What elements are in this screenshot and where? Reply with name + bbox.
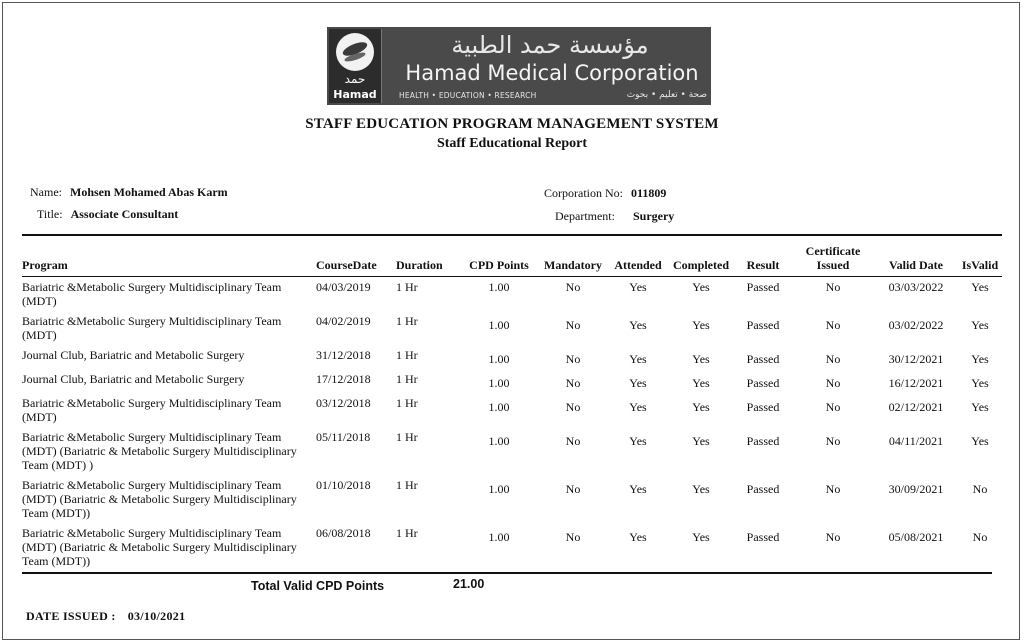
cell-completed: Yes <box>692 352 710 366</box>
corporation-no-field <box>544 186 666 201</box>
education-table <box>22 244 1002 574</box>
cell-result: Passed <box>746 400 780 414</box>
cell-is-valid: Yes <box>971 400 989 414</box>
col-program: Program <box>22 258 68 272</box>
col-valid-date: Valid Date <box>889 258 943 272</box>
date-issued-value: 03/10/2021 <box>127 609 186 623</box>
cell-completed: Yes <box>692 434 710 448</box>
col-mandatory: Mandatory <box>544 258 602 272</box>
cell-attended: Yes <box>629 434 647 448</box>
cell-valid-date: 30/12/2021 <box>888 352 944 366</box>
cell-program: Bariatric &Metabolic Surgery Multidisciplinary Team (MDT) <box>22 396 282 424</box>
header-divider <box>22 234 1002 236</box>
cell-result: Passed <box>746 318 780 332</box>
cell-is-valid: Yes <box>971 352 989 366</box>
cell-result: Passed <box>746 280 780 294</box>
cell-valid-date: 16/12/2021 <box>888 376 944 390</box>
cell-result: Passed <box>746 482 780 496</box>
col-course-date: CourseDate <box>316 258 377 272</box>
cell-certificate-issued: No <box>825 352 841 366</box>
date-issued-label: DATE ISSUED : <box>26 609 116 623</box>
cell-completed: Yes <box>692 318 710 332</box>
cell-cpd-points: 1.00 <box>488 434 510 448</box>
cell-duration: 1 Hr <box>396 478 418 492</box>
cell-cpd-points: 1.00 <box>488 318 510 332</box>
col-duration: Duration <box>396 258 443 272</box>
logo-arabic-name: مؤسسة حمد الطبية <box>451 31 649 59</box>
cell-attended: Yes <box>629 530 647 544</box>
logo-english-name: Hamad Medical Corporation <box>405 61 699 85</box>
title-label: Title: <box>37 207 63 221</box>
cell-course-date: 31/12/2018 <box>316 348 371 362</box>
cell-program: Journal Club, Bariatric and Metabolic Surgery <box>22 372 245 386</box>
cell-mandatory: No <box>565 400 581 414</box>
cell-attended: Yes <box>629 482 647 496</box>
cell-mandatory: No <box>565 376 581 390</box>
cell-valid-date: 03/02/2022 <box>888 318 944 332</box>
cell-mandatory: No <box>565 352 581 366</box>
col-completed: Completed <box>673 258 729 272</box>
cell-valid-date: 02/12/2021 <box>888 400 944 414</box>
cell-certificate-issued: No <box>825 482 841 496</box>
table-row <box>22 314 1002 348</box>
cell-mandatory: No <box>565 280 581 294</box>
cell-duration: 1 Hr <box>396 280 418 294</box>
cell-program: Bariatric &Metabolic Surgery Multidisciplinary Team (MDT) <box>22 314 282 342</box>
cell-mandatory: No <box>565 318 581 332</box>
cell-is-valid: Yes <box>971 434 989 448</box>
cell-program: Journal Club, Bariatric and Metabolic Surgery <box>22 348 245 362</box>
logo-short-name: Hamad <box>333 88 377 101</box>
cell-program: Bariatric &Metabolic Surgery Multidisciplinary Team (MDT) (Bariatric & Metabolic Surgery Multidisciplinary Team (MDT) ) <box>22 430 297 472</box>
cell-completed: Yes <box>692 530 710 544</box>
corporation-label: Corporation No: <box>544 186 623 200</box>
cell-is-valid: No <box>972 482 988 496</box>
cell-cpd-points: 1.00 <box>488 482 510 496</box>
cell-cpd-points: 1.00 <box>488 352 510 366</box>
cell-mandatory: No <box>565 530 581 544</box>
table-row <box>22 526 1002 574</box>
table-bottom-divider <box>22 572 992 574</box>
table-row <box>22 277 1002 315</box>
name-label: Name: <box>30 185 62 199</box>
cell-attended: Yes <box>629 318 647 332</box>
employee-name: Mohsen Mohamed Abas Karm <box>70 185 228 199</box>
cell-valid-date: 05/08/2021 <box>888 530 944 544</box>
cell-cpd-points: 1.00 <box>488 530 510 544</box>
cell-duration: 1 Hr <box>396 348 418 362</box>
department-field <box>555 209 674 224</box>
cell-duration: 1 Hr <box>396 526 418 540</box>
department: Surgery <box>632 209 675 223</box>
cell-certificate-issued: No <box>825 400 841 414</box>
table-row <box>22 372 1002 396</box>
cell-result: Passed <box>746 434 780 448</box>
logo-tagline: HEALTH • EDUCATION • RESEARCH <box>399 91 537 100</box>
cell-completed: Yes <box>692 482 710 496</box>
cell-result: Passed <box>746 352 780 366</box>
cell-valid-date: 30/09/2021 <box>888 482 944 496</box>
cell-completed: Yes <box>692 280 710 294</box>
cell-certificate-issued: No <box>825 318 841 332</box>
cell-course-date: 01/10/2018 <box>316 478 371 492</box>
cell-course-date: 04/02/2019 <box>316 314 371 328</box>
table-row <box>22 396 1002 430</box>
cell-is-valid: Yes <box>971 280 989 294</box>
cell-program: Bariatric &Metabolic Surgery Multidisciplinary Team (MDT) <box>22 280 282 308</box>
table-header-row <box>22 244 1002 277</box>
table-row <box>22 430 1002 478</box>
cell-duration: 1 Hr <box>396 372 418 386</box>
total-cpd-value: 21.00 <box>453 577 485 591</box>
cell-course-date: 17/12/2018 <box>316 372 371 386</box>
cell-valid-date: 04/11/2021 <box>888 434 944 448</box>
cell-cpd-points: 1.00 <box>488 376 510 390</box>
cell-completed: Yes <box>692 400 710 414</box>
cell-attended: Yes <box>629 280 647 294</box>
logo-tagline-arabic: صحة • تعليم • بحوث <box>626 90 707 100</box>
cell-program: Bariatric &Metabolic Surgery Multidisciplinary Team (MDT) (Bariatric & Metabolic Surgery Multidisciplinary Team (MDT)) <box>22 478 297 520</box>
logo-arabic-short: حمد <box>344 72 366 86</box>
emblem-circle <box>336 33 374 71</box>
cell-result: Passed <box>746 530 780 544</box>
report-subtitle: Staff Educational Report <box>436 136 588 151</box>
cell-attended: Yes <box>629 352 647 366</box>
cell-course-date: 04/03/2019 <box>316 280 371 294</box>
department-label: Department: <box>555 209 615 223</box>
col-result: Result <box>746 258 780 272</box>
table-row <box>22 478 1002 526</box>
cell-is-valid: Yes <box>971 376 989 390</box>
cell-duration: 1 Hr <box>396 396 418 410</box>
employee-title: Associate Consultant <box>70 207 179 221</box>
cell-duration: 1 Hr <box>396 314 418 328</box>
cell-completed: Yes <box>692 376 710 390</box>
table-row <box>22 348 1002 372</box>
col-is-valid: IsValid <box>961 258 999 272</box>
cell-mandatory: No <box>565 434 581 448</box>
col-cpd-points: CPD Points <box>469 258 529 272</box>
cell-valid-date: 03/03/2022 <box>888 280 944 294</box>
cell-certificate-issued: No <box>825 280 841 294</box>
cell-cpd-points: 1.00 <box>488 280 510 294</box>
report-system-title: STAFF EDUCATION PROGRAM MANAGEMENT SYSTEM <box>305 116 719 132</box>
cell-program: Bariatric &Metabolic Surgery Multidisciplinary Team (MDT) (Bariatric & Metabolic Surgery Multidisciplinary Team (MDT)) <box>22 526 297 568</box>
hmc-logo <box>327 27 711 105</box>
cell-course-date: 06/08/2018 <box>316 526 371 540</box>
col-attended: Attended <box>614 258 662 272</box>
cell-certificate-issued: No <box>825 376 841 390</box>
hmc-emblem-icon <box>329 29 382 103</box>
cell-certificate-issued: No <box>825 434 841 448</box>
cell-result: Passed <box>746 376 780 390</box>
cell-is-valid: Yes <box>971 318 989 332</box>
cell-duration: 1 Hr <box>396 430 418 444</box>
date-issued <box>26 609 185 624</box>
cell-is-valid: No <box>972 530 988 544</box>
cell-mandatory: No <box>565 482 581 496</box>
col-certificate-issued: Certificate Issued <box>805 244 861 272</box>
cell-cpd-points: 1.00 <box>488 400 510 414</box>
cell-attended: Yes <box>629 376 647 390</box>
corporation-no: 011809 <box>631 186 667 200</box>
employee-title-field <box>37 207 178 222</box>
cell-certificate-issued: No <box>825 530 841 544</box>
cell-attended: Yes <box>629 400 647 414</box>
cell-course-date: 03/12/2018 <box>316 396 371 410</box>
total-cpd-label: Total Valid CPD Points <box>251 579 385 593</box>
employee-name-field <box>30 185 228 200</box>
cell-course-date: 05/11/2018 <box>316 430 371 444</box>
